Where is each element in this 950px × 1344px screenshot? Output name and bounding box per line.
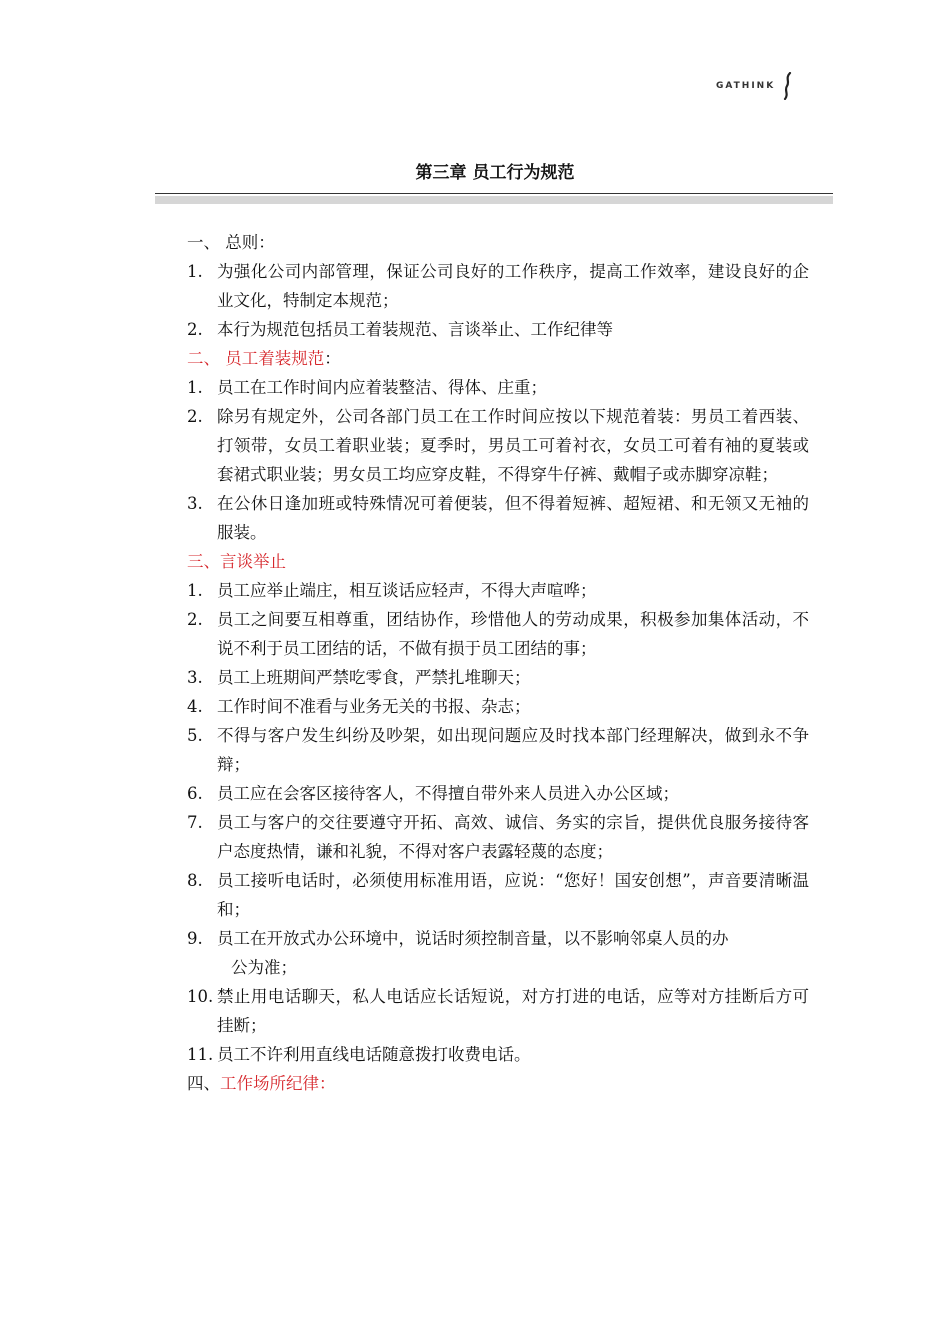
title-rule-dark <box>155 193 833 194</box>
list-item <box>187 982 809 1040</box>
list-item <box>187 315 809 344</box>
list-item <box>187 866 809 924</box>
section-title: 员工着装规范 <box>225 349 325 368</box>
item-number: 6. <box>187 784 203 803</box>
item-text: 在公休日逢加班或特殊情况可着便装，但不得着短裤、超短裙、和无领又无袖的服装。 <box>217 494 809 542</box>
item-number: 7. <box>187 813 203 832</box>
section-number: 二、 <box>187 349 226 368</box>
item-number: 8. <box>187 871 203 890</box>
section-number: 三、 <box>187 552 220 571</box>
item-number: 11. <box>187 1045 214 1064</box>
section-title-suffix: ： <box>324 349 341 368</box>
list-item <box>187 576 809 605</box>
section-title: 言谈举止 <box>220 552 286 571</box>
list-item <box>187 721 809 779</box>
list-item <box>187 257 809 315</box>
section-heading <box>187 1069 809 1098</box>
item-number: 3. <box>187 494 203 513</box>
item-text: 本行为规范包括员工着装规范、言谈举止、工作纪律等 <box>217 320 613 339</box>
item-number: 9. <box>187 929 203 948</box>
list-item <box>187 663 809 692</box>
item-number: 3. <box>187 668 203 687</box>
list-item <box>187 779 809 808</box>
list-item <box>187 1040 809 1069</box>
item-text: 员工与客户的交往要遵守开拓、高效、诚信、务实的宗旨，提供优良服务接待客户态度热情，谦和礼貌，不得对客户表露轻蔑的态度； <box>217 813 809 861</box>
item-text: 禁止用电话聊天，私人电话应长话短说，对方打进的电话，应等对方挂断后方可挂断； <box>217 987 809 1035</box>
item-text-continuation: 公为准； <box>231 958 297 977</box>
list-item <box>187 924 809 982</box>
item-text: 为强化公司内部管理，保证公司良好的工作秩序，提高工作效率，建设良好的企业文化，特制定本规范； <box>217 262 809 310</box>
item-text: 员工不许利用直线电话随意拨打收费电话。 <box>217 1045 531 1064</box>
list-item <box>187 808 809 866</box>
list-item <box>187 489 809 547</box>
item-number: 10. <box>187 987 214 1006</box>
item-number: 2. <box>187 407 203 426</box>
section-number: 一、 <box>187 233 226 252</box>
item-text: 员工在开放式办公环境中，说话时须控制音量，以不影响邻桌人员的办 <box>217 929 729 948</box>
item-number: 1. <box>187 378 203 397</box>
logo-text: GATHINK <box>716 81 776 91</box>
section-heading <box>187 344 809 373</box>
title-rule-shade <box>155 196 833 204</box>
item-number: 2. <box>187 320 203 339</box>
item-number: 5. <box>187 726 203 745</box>
section-heading <box>187 547 809 576</box>
item-text: 员工应在会客区接待客人，不得擅自带外来人员进入办公区域； <box>217 784 679 803</box>
item-text: 员工之间要互相尊重，团结协作，珍惜他人的劳动成果，积极参加集体活动，不说不利于员工团结的话，不做有损于员工团结的事； <box>217 610 809 658</box>
item-text: 员工上班期间严禁吃零食，严禁扎堆聊天； <box>217 668 531 687</box>
item-number: 1. <box>187 581 203 600</box>
item-text: 不得与客户发生纠纷及吵架，如出现问题应及时找本部门经理解决，做到永不争辩； <box>217 726 809 774</box>
section-number: 四、 <box>187 1074 220 1093</box>
section-title: 工作场所纪律： <box>220 1074 336 1093</box>
list-item <box>187 692 809 721</box>
item-number: 1. <box>187 262 203 281</box>
item-text: 工作时间不准看与业务无关的书报、杂志； <box>217 697 531 716</box>
item-number: 4. <box>187 697 203 716</box>
page-title: 第三章 员工行为规范 <box>415 163 575 183</box>
section-title: 总则： <box>225 233 275 252</box>
section-heading <box>187 228 809 257</box>
item-text: 除另有规定外，公司各部门员工在工作时间应按以下规范着装：男员工着西装、打领带，女员工着职业装；夏季时，男员工可着衬衣，女员工可着有袖的夏装或套裙式职业装；男女员工均应穿皮鞋，不得穿牛仔裤、戴帽子或赤脚穿凉鞋； <box>217 407 809 484</box>
list-item <box>187 605 809 663</box>
item-text: 员工接听电话时，必须使用标准用语，应说：“您好！国安创想”，声音要清晰温和； <box>217 871 809 919</box>
document-body <box>187 228 809 1098</box>
item-text: 员工应举止端庄，相互谈话应轻声，不得大声喧哗； <box>217 581 597 600</box>
header-logo <box>716 72 793 100</box>
item-text: 员工在工作时间内应着装整洁、得体、庄重； <box>217 378 547 397</box>
logo-swoosh-icon <box>781 72 793 100</box>
list-item <box>187 373 809 402</box>
item-number: 2. <box>187 610 203 629</box>
list-item <box>187 402 809 489</box>
